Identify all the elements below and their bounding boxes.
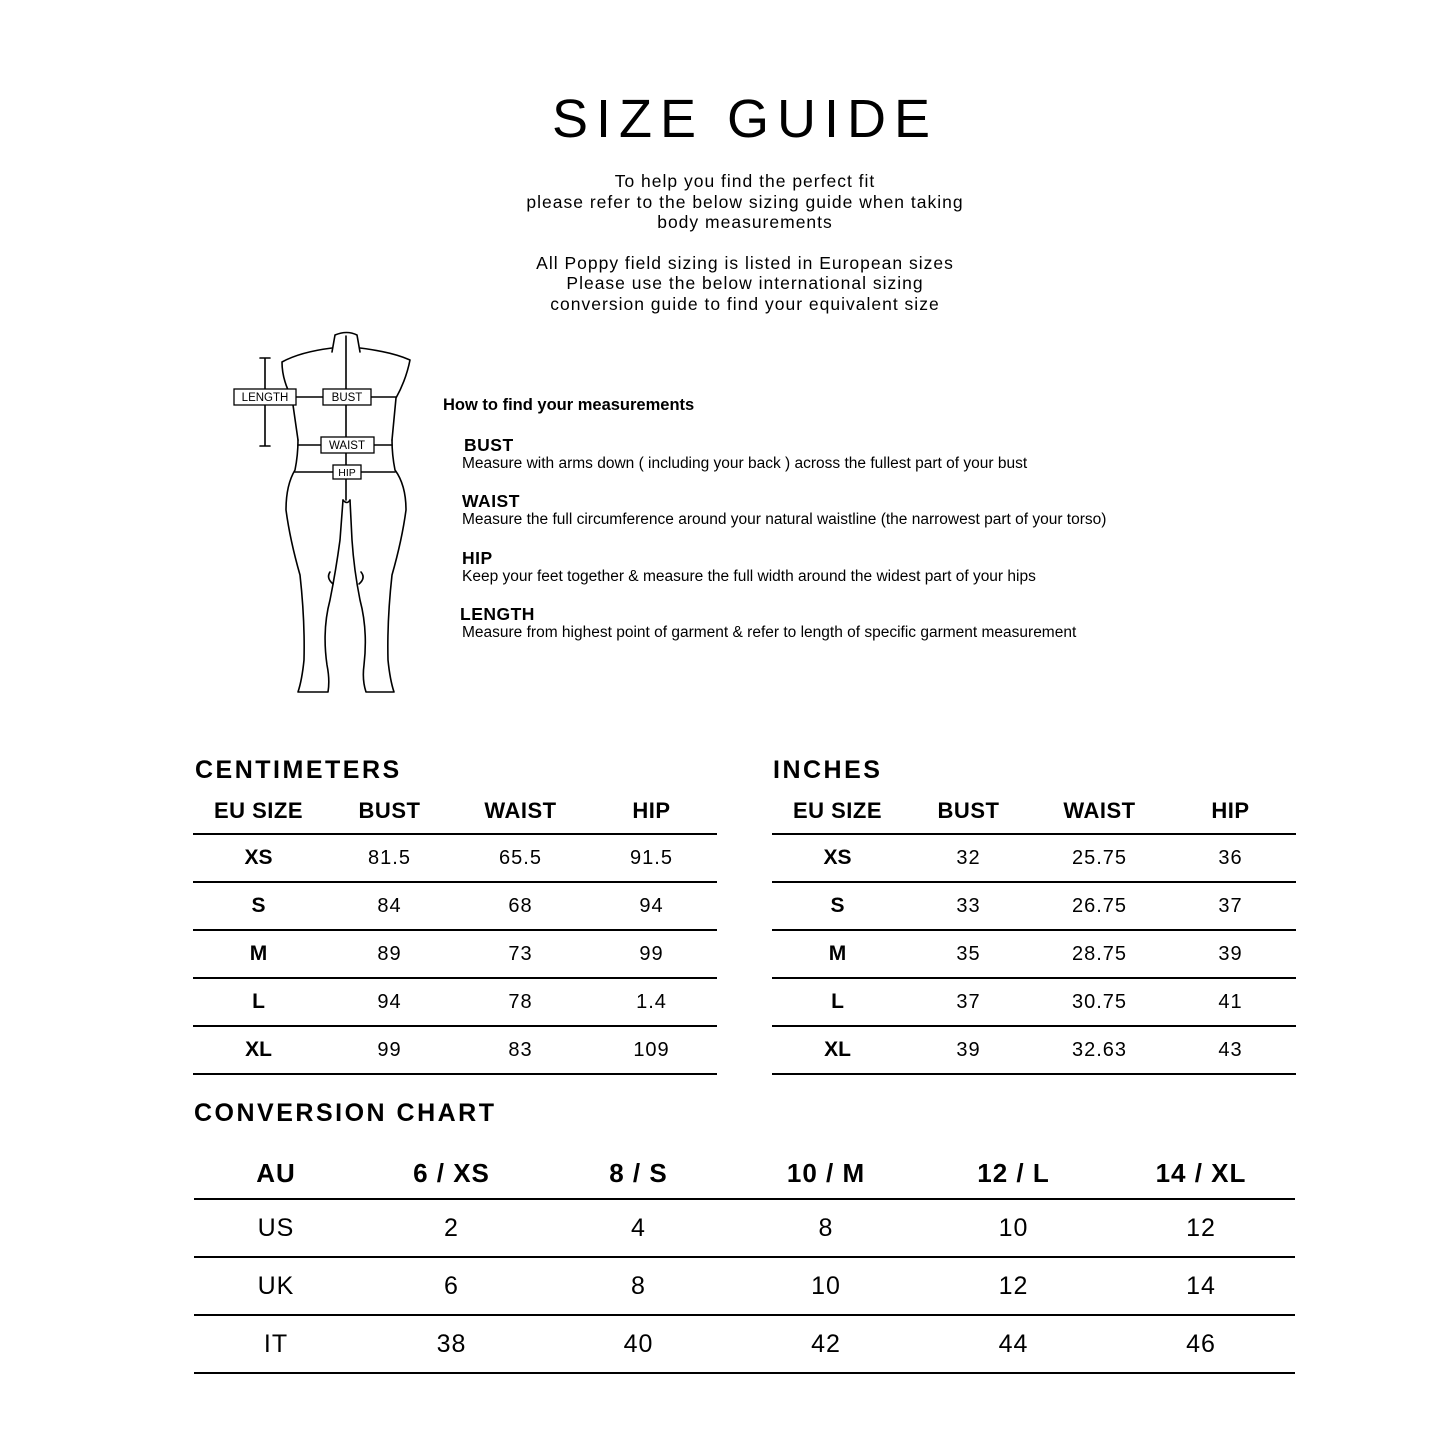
intro-line: body measurements [657,212,833,232]
size-cell: S [772,882,903,930]
value-cell: 32 [903,834,1034,882]
size-cell: M [193,930,324,978]
bust-measurement [462,435,1027,473]
value-cell: 78 [455,978,586,1026]
value-cell: 43 [1165,1026,1296,1074]
measurement-name: LENGTH [460,604,535,624]
table-header-row [772,789,1296,834]
inches-table [772,789,1296,1075]
column-header: EU SIZE [772,789,903,834]
size-cell: XL [772,1026,903,1074]
size-cell: S [193,882,324,930]
value-cell: 44 [920,1315,1107,1373]
size-cell: L [772,978,903,1026]
column-header: 14 / XL [1107,1148,1295,1199]
table-row [194,1315,1295,1373]
table-header-row [193,789,717,834]
table-header-row [194,1148,1295,1199]
value-cell: 14 [1107,1257,1295,1315]
column-header: BUST [324,789,455,834]
value-cell: 8 [545,1257,732,1315]
intro-line: All Poppy field sizing is listed in European sizes [536,252,954,273]
table-row [193,930,717,978]
column-header: HIP [1165,789,1296,834]
figure-bust-label: BUST [331,392,363,404]
value-cell: 81.5 [324,834,455,882]
value-cell: 6 [358,1257,545,1315]
conversion-heading: CONVERSION CHART [194,1099,497,1127]
size-cell: XL [193,1026,324,1074]
table-row [194,1199,1295,1257]
table-row [772,978,1296,1026]
column-header: 12 / L [920,1148,1107,1199]
value-cell: 1.4 [586,978,717,1026]
inches-heading: INCHES [773,756,883,784]
intro-text [445,171,1045,314]
table-row [772,882,1296,930]
measurement-desc: Measure the full circumference around your natural waistline (the narrowest part of your torso) [462,511,1107,528]
howto-title: How to find your measurements [443,396,695,414]
column-header: WAIST [455,789,586,834]
value-cell: 36 [1165,834,1296,882]
value-cell: 91.5 [586,834,717,882]
value-cell: 109 [586,1026,717,1074]
figure-length-label: LENGTH [241,392,289,404]
value-cell: 30.75 [1034,978,1165,1026]
value-cell: 39 [1165,930,1296,978]
size-cell: M [772,930,903,978]
value-cell: 37 [1165,882,1296,930]
measurement-name: HIP [462,548,493,568]
column-header: WAIST [1034,789,1165,834]
value-cell: 84 [324,882,455,930]
table-row [194,1257,1295,1315]
column-header: HIP [586,789,717,834]
value-cell: 94 [586,882,717,930]
figure-waist-label: WAIST [329,440,365,452]
value-cell: 38 [358,1315,545,1373]
value-cell: 12 [920,1257,1107,1315]
value-cell: 26.75 [1034,882,1165,930]
column-header: BUST [903,789,1034,834]
value-cell: 89 [324,930,455,978]
value-cell: 42 [732,1315,920,1373]
value-cell: 32.63 [1034,1026,1165,1074]
figure-hip-label: HIP [338,467,356,479]
size-cell: L [193,978,324,1026]
value-cell: 39 [903,1026,1034,1074]
size-cell: XS [772,834,903,882]
value-cell: 68 [455,882,586,930]
measurement-name: WAIST [462,491,520,511]
region-cell: UK [194,1257,358,1315]
body-measurement-figure [228,328,418,698]
waist-measurement [462,491,1106,529]
measurement-name: BUST [464,435,514,455]
value-cell: 10 [920,1199,1107,1257]
value-cell: 73 [455,930,586,978]
intro-line: Please use the below international sizing [566,273,924,293]
table-row [772,1026,1296,1074]
centimeters-table [193,789,717,1075]
value-cell: 40 [545,1315,732,1373]
table-row [193,978,717,1026]
length-measurement [462,604,1076,642]
value-cell: 99 [324,1026,455,1074]
measurement-desc: Measure with arms down ( including your back ) across the fullest part of your bust [462,455,1028,472]
column-header: AU [194,1148,358,1199]
value-cell: 12 [1107,1199,1295,1257]
column-header: EU SIZE [193,789,324,834]
value-cell: 41 [1165,978,1296,1026]
value-cell: 2 [358,1199,545,1257]
value-cell: 4 [545,1199,732,1257]
page-title: SIZE GUIDE [551,89,939,149]
intro-line: To help you find the perfect fit [614,171,876,191]
value-cell: 99 [586,930,717,978]
table-row [193,1026,717,1074]
intro-line: conversion guide to find your equivalent size [550,293,940,314]
column-header: 10 / M [732,1148,920,1199]
table-row [193,834,717,882]
size-cell: XS [193,834,324,882]
centimeters-heading: CENTIMETERS [195,756,402,784]
value-cell: 33 [903,882,1034,930]
value-cell: 25.75 [1034,834,1165,882]
value-cell: 35 [903,930,1034,978]
value-cell: 8 [732,1199,920,1257]
column-header: 8 / S [545,1148,732,1199]
hip-measurement [462,548,1036,586]
region-cell: IT [194,1315,358,1373]
intro-line: please refer to the below sizing guide when taking [526,191,964,212]
conversion-table [194,1148,1295,1374]
measurement-desc: Measure from highest point of garment & refer to length of specific garment measurement [462,624,1077,641]
value-cell: 28.75 [1034,930,1165,978]
measurement-desc: Keep your feet together & measure the full width around the widest part of your hips [462,568,1036,585]
value-cell: 83 [455,1026,586,1074]
table-row [772,834,1296,882]
value-cell: 65.5 [455,834,586,882]
value-cell: 94 [324,978,455,1026]
table-row [772,930,1296,978]
column-header: 6 / XS [358,1148,545,1199]
value-cell: 46 [1107,1315,1295,1373]
value-cell: 10 [732,1257,920,1315]
value-cell: 37 [903,978,1034,1026]
region-cell: US [194,1199,358,1257]
table-row [193,882,717,930]
